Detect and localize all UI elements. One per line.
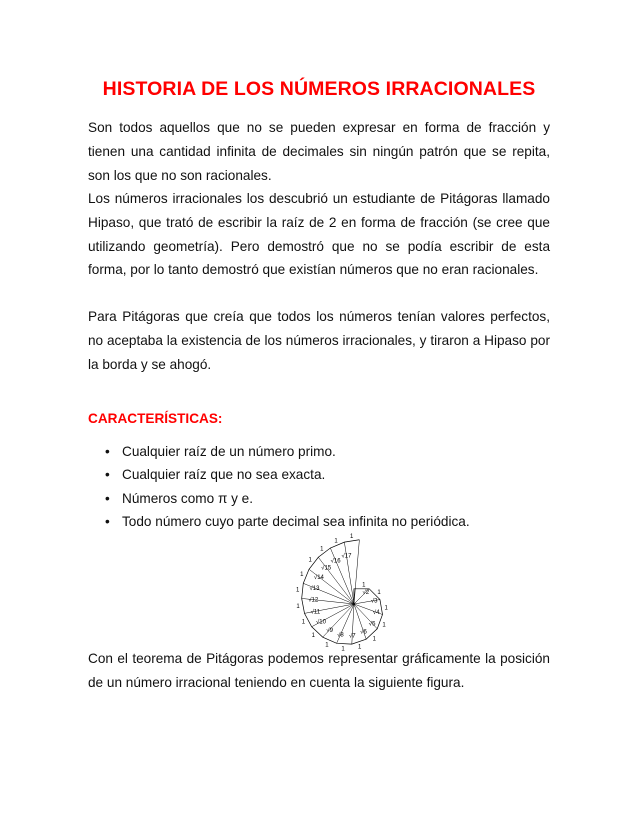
root-label: √12 — [308, 597, 319, 604]
unit-edge-label: 1 — [320, 546, 324, 553]
unit-edge-label: 1 — [382, 622, 386, 629]
history-paragraph: Los números irracionales los descubrió un estudiante de Pitágoras llamado Hipaso, que trató de escribir la raíz de 2 en forma de fracción (se cree que utilizando geometría). Pero demostró que no se podía escribir de esta forma, por lo tanto demostró que existían números que no eran racionales. — [88, 191, 550, 278]
root-label: √16 — [330, 558, 341, 565]
unit-edge-label: 1 — [362, 582, 366, 589]
page-title: HISTORIA DE LOS NÚMEROS IRRACIONALES — [102, 78, 536, 100]
unit-edge-label: 1 — [295, 587, 300, 594]
list-item: • Todo número cuyo parte decimal sea infinita no periódica. — [105, 510, 470, 533]
root-label: √3 — [370, 598, 378, 605]
root-label: √5 — [368, 621, 376, 628]
root-label: √4 — [372, 610, 380, 617]
bullet-icon: • — [105, 467, 110, 483]
root-label: √15 — [321, 565, 332, 572]
list-item: • Cualquier raíz de un número primo. — [105, 440, 470, 463]
root-label: √2 — [362, 590, 370, 597]
root-label: √13 — [309, 585, 320, 592]
root-label: √7 — [348, 633, 356, 640]
root-label: √14 — [313, 574, 324, 581]
unit-edge-label: 1 — [325, 642, 329, 649]
characteristics-list — [105, 440, 470, 533]
definition-paragraph: Son todos aquellos que no se pueden expresar en forma de fracción y tienen una cantidad infinita de decimales sin ningún patrón que se repita, son los que no son racionales. — [88, 120, 550, 183]
unit-edge-label: 1 — [311, 632, 315, 639]
list-item: • Números como π y e. — [105, 487, 470, 510]
closing-paragraph: Con el teorema de Pitágoras podemos representar gráficamente la posición de un número irracional teniendo en cuenta la siguiente figura. — [88, 651, 550, 690]
list-item: • Cualquier raíz que no sea exacta. — [105, 463, 470, 486]
pythagoras-paragraph: Para Pitágoras que creía que todos los números tenían valores perfectos, no aceptaba la existencia de los números irracionales, y tiraron a Hipaso por la borda y se ahogó. — [88, 309, 550, 372]
bullet-icon: • — [105, 513, 110, 529]
unit-edge-label: 1 — [377, 590, 381, 597]
root-label: √10 — [316, 619, 326, 626]
bullet-icon: • — [105, 490, 110, 506]
spiral-radius — [341, 542, 354, 604]
unit-edge-label: 1 — [301, 619, 306, 626]
root-label: √6 — [360, 629, 367, 636]
root-label: √11 — [310, 609, 321, 616]
root-label: √17 — [341, 553, 352, 560]
characteristics-heading: CARACTERÍSTICAS: — [88, 411, 223, 426]
unit-edge-label: 1 — [300, 571, 304, 578]
unit-edge-label: 1 — [357, 644, 362, 651]
unit-edge-label: 1 — [334, 538, 338, 545]
unit-edge-label: 1 — [372, 636, 376, 643]
unit-edge-label: 1 — [341, 646, 345, 653]
root-label: √8 — [337, 632, 344, 639]
spiral-radius — [354, 540, 359, 604]
unit-edge-label: 1 — [296, 604, 300, 611]
root-label: √9 — [326, 627, 333, 634]
unit-edge-label: 1 — [308, 557, 312, 564]
bullet-icon: • — [105, 444, 110, 459]
unit-edge-label: 1 — [350, 533, 354, 540]
unit-edge-label: 1 — [384, 605, 388, 612]
